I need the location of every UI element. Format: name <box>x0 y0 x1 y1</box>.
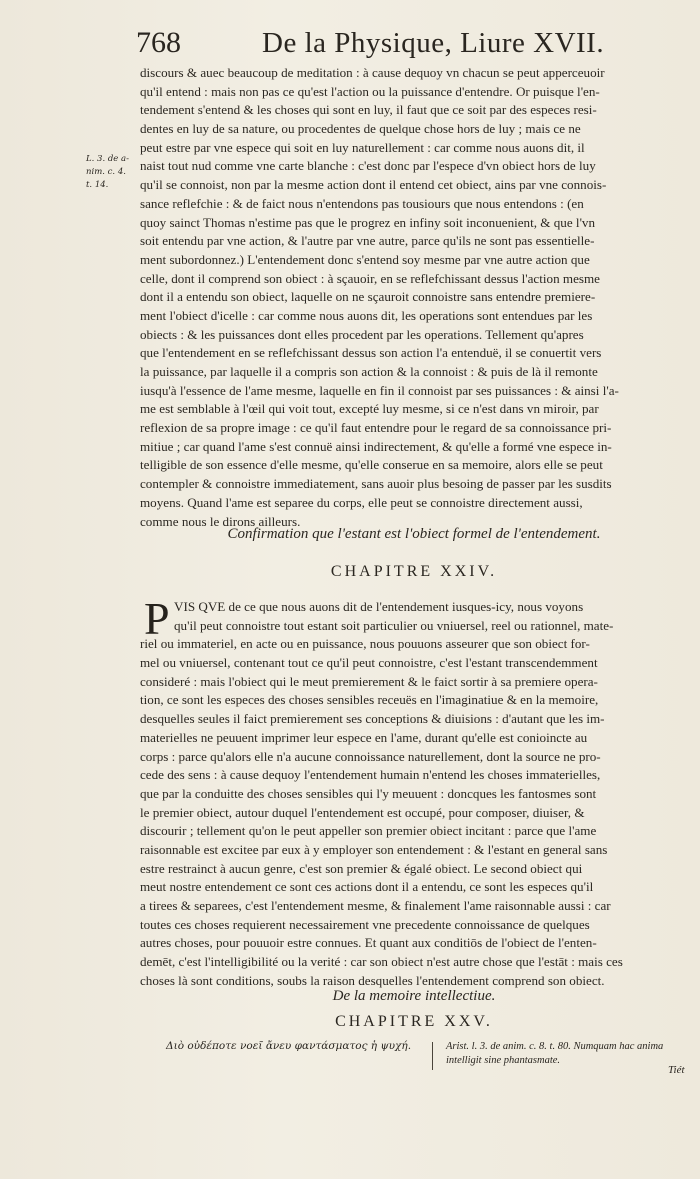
text-line: meut nostre entendement ce sont ces actions dont il a entendu, ce sont les especes qu'il <box>140 879 594 895</box>
latin-quotation <box>446 1040 696 1068</box>
text-line: iusqu'à l'essence de l'ame mesme, laquelle en fin il connoist par ses puissances : & ainsi l'a- <box>140 382 619 398</box>
margin-note-line: t. 14. <box>86 180 109 190</box>
text-line: quoy sainct Thomas n'estime pas que le progrez en infiny soit inconuenient, & que l'vn <box>140 214 596 230</box>
drop-capital: P <box>144 593 170 644</box>
text-line: soit entendu par vne action, & l'autre par vne autre, parce qu'ils ne sont pas essentielle- <box>140 233 595 249</box>
page-number: 768 <box>136 26 181 59</box>
chapter-23-continuation <box>140 64 688 531</box>
text-line: telligible de son essence d'elle mesme, qu'elle conserue en sa memoire, alors elle se peut <box>140 457 603 473</box>
text-line: que par la conduitte des choses sensibles qui l'y meuuent : doncques les fantosmes sont <box>140 785 597 801</box>
text-line: choses là sont conditions, soubs la raison desquelles l'entendement comprend son obiect. <box>140 972 605 988</box>
latin-quotation-line: Arist. l. 3. de anim. c. 8. t. 80. Numquam hac anima <box>446 1041 664 1052</box>
text-line: naist tout nud comme vne carte blanche : c'est donc par l'espece d'vn obiect hors de luy <box>140 158 596 174</box>
margin-note-line: nim. c. 4. <box>86 167 126 177</box>
text-line: dont il a entendu son obiect, laquelle on ne sçauroit connoistre sans entendre premiere- <box>140 289 596 305</box>
text-line: a tirees & separees, c'est l'entendement mesme, & finalement l'ame raisonnable aussi : car <box>140 898 611 913</box>
text-line: la puissance, par laquelle il a compris son action & la connoist : & puis de là il remonte <box>140 364 598 379</box>
page-header <box>136 26 606 60</box>
latin-quotation-line: intelligit sine phantasmate. <box>446 1055 561 1066</box>
text-line: raisonnable est excitee par eux à y employer son entendement : & l'estant en general sans <box>140 841 608 857</box>
text-line: materielles ne peuuent imprimer leur espece en l'ame, durant qu'elle est conioincte au <box>140 729 588 745</box>
text-line: que l'entendement en se reflefchissant dessus son action l'a entenduë, il se conuertit vers <box>140 345 602 361</box>
text-line: cede des sens : à cause dequoy l'entendement humain n'entend les choses immaterielles, <box>140 767 601 783</box>
text-line: tendement s'entend & les choses qui sont en luy, il faut que ce soit par des especes resi- <box>140 102 597 118</box>
text-line: sance reflefchie : & de faict nous n'entendons pas tousiours que nous entendons : (en <box>140 195 584 211</box>
text-line: desquelles seules il faict premierement ses conceptions & diuisions : d'autant que les im- <box>140 711 605 727</box>
text-line: tion, ce sont les especes des choses sensibles receuës en l'imaginatiue & en la memoire, <box>140 692 599 708</box>
catchword: Tiét <box>668 1064 685 1076</box>
text-line: mel ou vniuersel, contenant tout ce qu'il peut connoistre, c'est l'estant transcendemment <box>140 655 598 671</box>
text-line: autres choses, pour pouuoir estre connues. Et quant aux conditiōs de l'obiect de l'enten- <box>140 935 597 951</box>
chapter-25-heading: CHAPITRE XXV. <box>335 1013 493 1030</box>
text-line: le premier obiect, autour duquel l'entendement est occupé, pour composer, diuiser, & <box>140 804 585 820</box>
text-line: toutes ces choses requierent necessairement vne precedente connoissance de quelques <box>140 916 590 932</box>
text-line: qu'il entend : mais non pas ce qu'est l'action ou la puissance d'entendre. Or puisque l'en- <box>140 83 600 99</box>
running-title: De la Physique, Liure XVII. <box>262 27 605 59</box>
text-line: mitiue ; car quand l'ame s'est connuë ainsi indirectement, & qu'elle a formé vne espece in- <box>140 438 612 454</box>
margin-note-line: L. 3. de a- <box>86 154 129 164</box>
chapter-24-heading: CHAPITRE XXIV. <box>330 563 498 580</box>
text-line: discours & auec beaucoup de meditation : à cause dequoy vn chacun se peut apperceuoir <box>140 65 605 80</box>
text-line: demēt, c'est l'intelligibilité ou la verité : car son obiect n'est autre chose que l'estāt : mais ces <box>140 954 623 970</box>
margin-note <box>86 153 134 192</box>
chapter-24-body <box>140 593 688 990</box>
text-line: celle, dont il comprend son obiect : à sçauoir, en se reflefchissant dessus l'action mesme <box>140 270 600 286</box>
chapter-25-title: De la memoire intellectiue. <box>332 988 496 1004</box>
text-line: qu'il peut connoistre tout estant soit particulier ou vniuersel, reel ou rationnel, mate- <box>174 617 614 633</box>
text-line: moyens. Quand l'ame est separee du corps, elle peut se connoistre directement aussi, <box>140 494 583 510</box>
text-line: dentes en luy de sa nature, ou procedentes de quelque chose hors de luy ; mais ce ne <box>140 121 581 137</box>
greek-quotation: Διὸ οὐδέποτε νοεῖ ἄνευ φαντάσματος ἡ ψυχή. <box>166 1040 412 1052</box>
text-line: me est semblable à l'œil qui voit tout, excepté luy mesme, si ce n'est dans vn miroir, par <box>140 401 599 417</box>
text-line: ment l'obiect d'icelle : car comme nous auons dit, les operations sont entendues par les <box>140 307 593 323</box>
text-line: riel ou immateriel, en acte ou en puissance, nous pouuons asseurer que son obiect for- <box>140 636 590 652</box>
chapter-24-title: Confirmation que l'estant est l'obiect formel de l'entendement. <box>227 526 601 542</box>
text-line: VIS QVE de ce que nous auons dit de l'entendement iusques-icy, nous voyons <box>174 599 584 614</box>
text-line: comme nous le dirons ailleurs. <box>140 513 301 529</box>
text-line: qu'il se connoist, non par la mesme action dont il entend cet obiect, ains par vne connois- <box>140 177 607 193</box>
text-line: consideré : mais l'obiect qui le meut premierement & le faict sortir à sa premiere opera- <box>140 673 598 689</box>
text-line: reflexion de sa propre image : ce qu'il faut entendre pour le regard de sa connoissance pri- <box>140 420 612 436</box>
text-line: discourir ; tellement qu'on le peut appeller son premier obiect incitant : parce que l'ame <box>140 823 597 839</box>
text-line: corps : parce qu'alors elle n'a aucune connoissance naturellement, dont la source ne pro- <box>140 748 601 764</box>
text-line: obiects : & les puissances dont elles procedent par les operations. Tellement qu'apres <box>140 326 584 342</box>
text-line: peut estre par vne espece qui soit en luy naturellement : car comme nous auons dit, il <box>140 139 585 155</box>
text-line: estre restrainct à aucun genre, c'est son premier & égalé obiect. Le second obiect qui <box>140 860 583 876</box>
text-line: ment subordonnez.) L'entendement donc s'entend soy mesme par vne autre action que <box>140 251 590 267</box>
quotation-divider <box>432 1042 433 1070</box>
text-line: contempler & connoistre immediatement, sans auoir plus besoing de passer par les susdits <box>140 476 612 492</box>
